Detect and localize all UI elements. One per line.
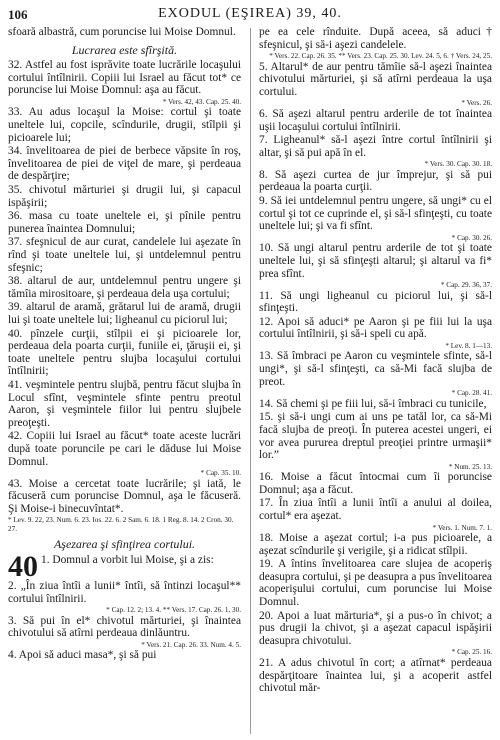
page-number: 106 xyxy=(8,7,28,22)
cross-reference: * Vers. 22. Cap. 26. 35. ** Vers. 23. Cap. 25. 30. Lev. 24. 5, 6. † Vers. 24, 25. xyxy=(269,52,492,61)
cross-reference: * Cap. 28. 41. xyxy=(451,389,492,398)
verse-6: 6. Să aşezi altarul pentru arderile de tot înaintea uşii locaşului cortului întîlnirii. xyxy=(259,107,492,133)
verse-21: 21. A adus chivotul în cort; a atîrnat* perdeaua despărţitoare înaintea lui, şi a acoperit astfel chivotul măr- xyxy=(259,656,492,695)
cross-reference: * Vers. 26. xyxy=(461,99,492,108)
chapter-number: 40 xyxy=(8,549,38,583)
verse-43: 43. Moise a cercetat toate lucrările; şi iată, le făcuseră cum poruncise Domnul, aşa le făcuseră. Şi Moise-i binecuvîntat*. xyxy=(8,477,241,515)
verse-12: 12. Apoi să aduci* pe Aaron şi pe fiii lui la uşa cortului întîlnirii, şi să-i speli cu apă. xyxy=(259,315,492,341)
chapter-start xyxy=(8,549,241,583)
cross-reference: * Vers. 21. Cap. 26. 33. Num. 4. 5. xyxy=(141,640,241,649)
verse-1: 1. Domnul a vorbit lui Moise, şi a zis: xyxy=(41,553,214,566)
column-divider xyxy=(250,28,251,734)
verse-20: 20. Apoi a luat mărturia*, şi a pus-o în chivot; a pus drugii la chivot, şi a aşezat capacul ispăşirii deasupra chivotului. xyxy=(259,609,492,647)
page-header xyxy=(8,6,492,26)
cross-reference: * Vers. 30. Cap. 30. 18. xyxy=(424,160,492,169)
verse-35: 35. chivotul mărturiei şi drugii lui, şi capacul ispăşirii; xyxy=(8,184,241,209)
verse-15: 15. şi să-i ungi cum ai uns pe tatăl lor, ca să-Mi facă slujba de preoţi. În puterea acestei ungeri, ei vor avea pururea dreptul preoţiei printre urmaşii* lor.” xyxy=(259,411,492,462)
verse-9: 9. Să iei untdelemnul pentru ungere, să ungi* cu el cortul şi tot ce cuprinde el, şi să-l sfinţeşti, cu toate uneltele lui; şi va fi sfînt. xyxy=(259,195,492,233)
verse-11: 11. Să ungi ligheanul cu piciorul lui, şi să-l sfinţeşti. xyxy=(259,289,492,315)
verse-36: 36. masa cu toate uneltele ei, şi pînile pentru punerea înaintea Domnului; xyxy=(8,210,241,235)
cross-reference: * Cap. 29. 36, 37. xyxy=(440,281,492,290)
cross-reference: * Cap. 25. 16. xyxy=(451,648,492,657)
section-heading: Aşezarea şi sfinţirea cortului. xyxy=(53,537,196,552)
left-column xyxy=(8,26,241,663)
cross-reference: * Num. 25. 13. xyxy=(448,462,492,471)
cross-reference: * Vers. 42, 43. Cap. 25. 40. xyxy=(162,97,241,106)
verse-17: 17. În ziua întîi a lunii întîi a anului al doilea, cortul* era aşezat. xyxy=(259,497,492,522)
verse-7: 7. Ligheanul* să-l aşezi între cortul întîlnirii şi altar, şi să pui apă în el. xyxy=(259,134,492,159)
verse-39: 39. altarul de aramă, grătarul lui de aramă, drugii lui şi toate uneltele lui; ligheanul cu piciorul lui; xyxy=(8,301,241,326)
verse-42: 42. Copiii lui Israel au făcut* toate aceste lucrări după toate poruncile pe cari le dăduse lui Moise Domnul. xyxy=(8,430,241,468)
cross-reference: * Cap. 30. 26. xyxy=(451,233,492,242)
verse-5: 5. Altarul* de aur pentru tămîie să-l aşezi înaintea chivotului mărturiei, şi să atîrni perdeaua la uşa cortului. xyxy=(259,60,492,98)
verse-41: 41. veşmintele pentru slujbă, pentru făcut slujba în Locul sfînt, veşmintele sfinte pentru preotul Aaron, şi veşmintele fiilor lui pentru slujbele preoţeşti. xyxy=(8,378,241,429)
verse-4: 4. Apoi să aduci masa*, şi să pui xyxy=(8,649,157,662)
verse-19: 19. A întins învelitoarea care slujea de acoperiş deasupra cortului, şi pe deasupra a pus învelitoarea acoperişului cortului, cum poruncise lui Moise Domnul. xyxy=(259,558,492,609)
verse-16: 16. Moise a făcut întocmai cum îi poruncise Domnul; aşa a făcut. xyxy=(259,471,492,496)
cross-reference: * Cap. 12. 2; 13. 4. ** Vers. 17. Cap. 26. 1, 30. xyxy=(106,606,241,615)
verse-2: 2. „În ziua întîi a lunii* întîi, să întinzi locaşul** cortului întîlnirii. xyxy=(8,579,241,605)
verse-continuation: pe ea cele rînduite. După aceea, să aduci† sfeşnicul, şi să-i aşezi candelele. xyxy=(259,26,492,51)
verse-10: 10. Să ungi altarul pentru arderile de tot şi toate uneltele lui, şi să sfinţeşti altarul; şi altarul va fi* prea sfînt. xyxy=(259,242,492,280)
verse-37: 37. sfeşnicul de aur curat, candelele lui aşezate în rînd şi toate uneltele lui, şi untdelemnul pentru sfeşnic; xyxy=(8,236,241,274)
verse-40: 40. pînzele curţii, stîlpii ei şi picioarele lor, perdeaua dela poarta curţii, funiile ei, ţăruşii ei, şi toate uneltele pentru slujba locaşului cortului întîlnirii; xyxy=(8,327,241,378)
verse-13: 13. Să îmbraci pe Aaron cu veşmintele sfinte, să-l ungi*, şi să-l sfinţeşti, ca să-Mi facă slujba de preot. xyxy=(259,350,492,388)
verse-38: 38. altarul de aur, untdelemnul pentru ungere şi tămîia mirositoare, şi perdeaua dela uşa cortului; xyxy=(8,275,241,300)
verse-32: 32. Astfel au fost isprăvite toate lucrările locaşului cortului întîlnirii. Copiii lui Israel au făcut tot* ce poruncise lui Moise Domnul: aşa au făcut. xyxy=(8,59,241,97)
verse-3: 3. Să pui în el* chivotul mărturiei, şi înaintea chivotului să atîrni perdeaua dinlăuntru. xyxy=(8,614,241,640)
verse-33: 33. Au adus locaşul la Moise: cortul şi toate uneltele lui, copcile, scîndurile, drugii, stîlpii şi picioarele lui; xyxy=(8,106,241,144)
verse-18: 18. Moise a aşezat cortul; i-a pus picioarele, a aşezat scîndurile şi verigile, şi a ridicat stîlpii. xyxy=(259,532,492,557)
running-title: EXODUL (EŞIREA) 39, 40. xyxy=(158,6,342,21)
verse-14: 14. Să chemi şi pe fiii lui, să-i îmbraci cu tunicile, xyxy=(259,397,487,410)
verse-34: 34. învelitoarea de piei de berbece văpsite în roş, învelitoarea de piei de viţel de mare, şi perdeaua de despărţire; xyxy=(8,145,241,183)
cross-reference: * Lev. 9. 22, 23. Num. 6. 23. Ios. 22. 6. 2 Sam. 6. 18. 1 Reg. 8. 14. 2 Cron. 30. 27. xyxy=(8,516,234,533)
verse-continuation: sfoară albastră, cum poruncise lui Moise Domnul. xyxy=(8,26,236,38)
verse-8: 8. Să aşezi curtea de jur împrejur, şi să pui perdeaua la poarta curţii. xyxy=(259,168,492,194)
section-heading: Lucrarea este sfîrşită. xyxy=(71,42,178,57)
cross-reference: * Cap. 35. 10. xyxy=(200,469,241,478)
cross-reference: * Vers. 1. Num. 7. 1. xyxy=(432,523,492,532)
cross-reference: * Lev. 8. 1—13. xyxy=(445,341,492,350)
right-column xyxy=(259,26,492,696)
